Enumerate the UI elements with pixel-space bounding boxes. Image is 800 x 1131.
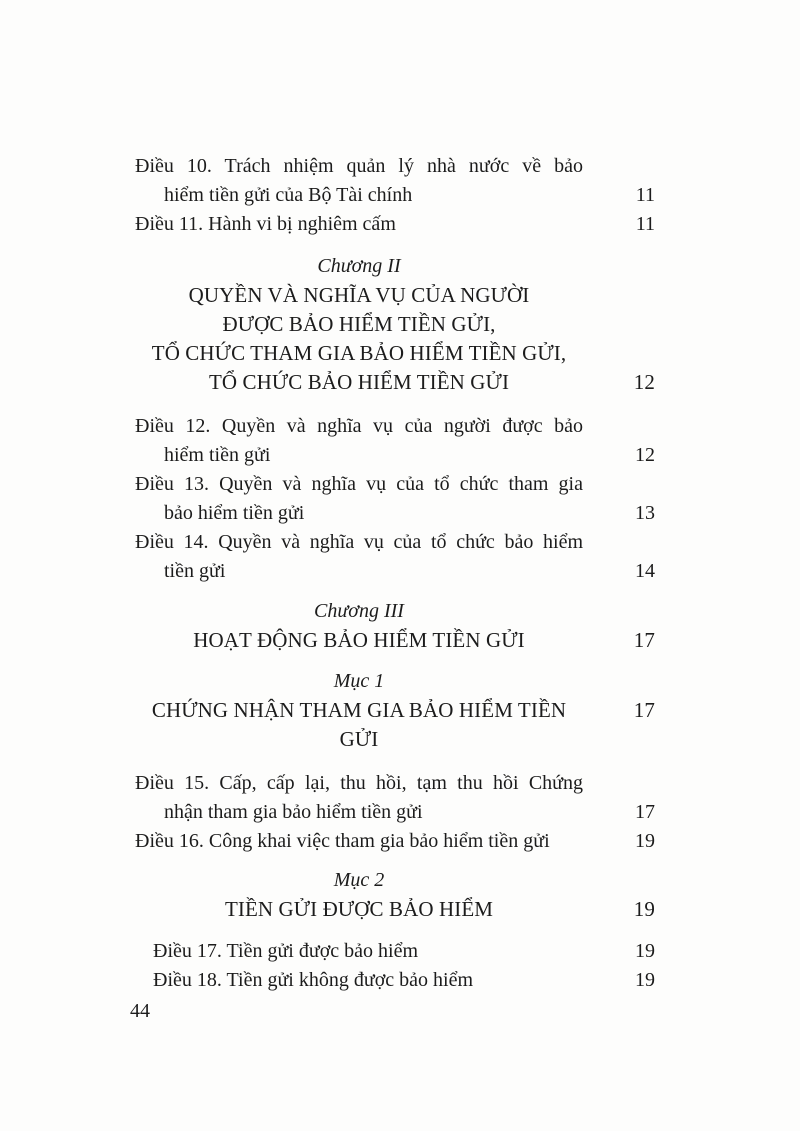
toc-entry-line [135,769,655,798]
chapter-title-line [135,310,655,339]
toc-page-ref: 17 [633,628,655,652]
toc-entry-continuation [135,441,655,470]
chapter-title-line [135,281,655,310]
toc-entry-text: hiểm tiền gửi [164,444,271,466]
toc-page-ref: 12 [635,444,655,466]
toc-entry-text: Điều 13. Quyền và nghĩa vụ của tổ chức tham gia [135,473,583,495]
toc-entry-continuation [135,798,655,827]
section-label [135,667,655,696]
toc-page-ref: 13 [635,502,655,524]
toc-page-ref: 14 [635,560,655,582]
chapter-title-text: QUYỀN VÀ NGHĨA VỤ CỦA NGƯỜI [188,283,530,307]
chapter-title-text: TỔ CHỨC BẢO HIỂM TIỀN GỬI [208,370,510,394]
toc-entry-text: Điều 15. Cấp, cấp lại, thu hồi, tạm thu hồi Chứng [135,772,583,794]
toc-entry-line [135,966,655,995]
section-title-line [135,696,655,754]
chapter-label [135,252,655,281]
toc-content [135,152,655,995]
section-label-text: Mục 2 [333,869,385,891]
folio-page-number: 44 [130,1000,150,1022]
chapter-title-text: ĐƯỢC BẢO HIỂM TIỀN GỬI, [222,312,496,336]
toc-page-ref: 17 [635,801,655,823]
chapter-title-text: HOẠT ĐỘNG BẢO HIỂM TIỀN GỬI [193,628,525,652]
toc-entry-line [135,827,655,856]
toc-entry-line [135,210,655,239]
chapter-title-line [135,368,655,397]
toc-entry-text: Điều 17. Tiền gửi được bảo hiểm [153,940,419,962]
toc-entry-continuation [135,499,655,528]
toc-entry-text: Điều 16. Công khai việc tham gia bảo hiểm tiền gửi [135,830,550,852]
toc-entry-line [135,412,655,441]
section-label [135,866,655,895]
toc-entry-text: Điều 18. Tiền gửi không được bảo hiểm [153,969,474,991]
chapter-label [135,597,655,626]
chapter-title-line [135,339,655,368]
chapter-label-text: Chương II [317,255,401,277]
section-title-text: TIỀN GỬI ĐƯỢC BẢO HIỂM [224,897,494,921]
toc-page-ref: 19 [635,969,655,991]
section-label-text: Mục 1 [333,670,385,692]
toc-entry-text: Điều 12. Quyền và nghĩa vụ của người được bảo [135,415,583,437]
toc-entry-line [135,528,655,557]
toc-page-ref: 11 [635,184,655,206]
toc-page-ref: 19 [633,897,655,921]
toc-page-ref: 19 [635,830,655,852]
toc-entry-text: hiểm tiền gửi của Bộ Tài chính [164,184,413,206]
toc-page-ref: 17 [633,698,655,722]
toc-entry-text: Điều 10. Trách nhiệm quản lý nhà nước về bảo [135,155,583,177]
toc-entry-text: bảo hiểm tiền gửi [164,502,305,524]
section-title-line [135,895,655,924]
toc-entry-line [135,152,655,181]
chapter-title-line [135,626,655,655]
toc-page-ref: 11 [635,213,655,235]
toc-page-ref: 19 [635,940,655,962]
toc-entry-continuation [135,181,655,210]
chapter-title-text: TỔ CHỨC THAM GIA BẢO HIỂM TIỀN GỬI, [151,341,567,365]
toc-entry-text: tiền gửi [164,560,226,582]
toc-entry-text: Điều 14. Quyền và nghĩa vụ của tổ chức bảo hiểm [135,531,583,553]
toc-entry-text: Điều 11. Hành vi bị nghiêm cấm [135,213,396,235]
toc-entry-continuation [135,557,655,586]
section-title-text: CHỨNG NHẬN THAM GIA BẢO HIỂM TIỀN GỬI [151,698,567,751]
toc-entry-line [135,937,655,966]
toc-entry-line [135,470,655,499]
toc-entry-text: nhận tham gia bảo hiểm tiền gửi [164,801,423,823]
toc-page-ref: 12 [633,370,655,394]
chapter-label-text: Chương III [314,600,404,622]
